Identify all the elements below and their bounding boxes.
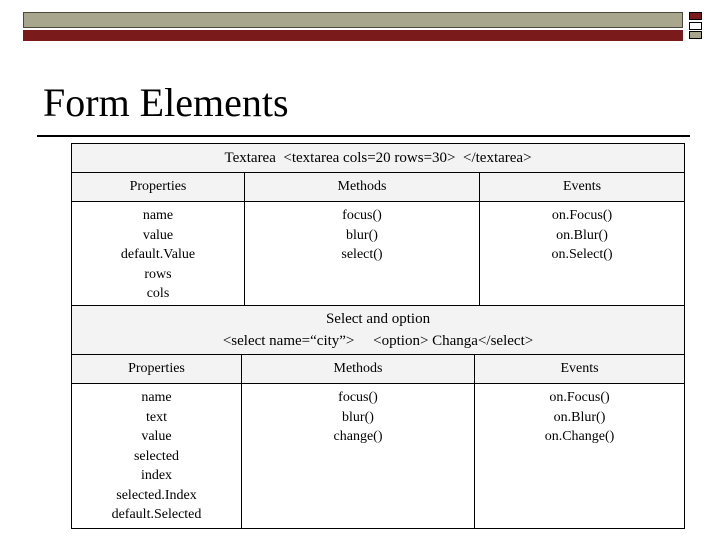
list-item: blur() — [342, 409, 374, 425]
col-header-events: Events — [480, 173, 685, 202]
list-item: name — [141, 390, 172, 405]
list-item: default.Selected — [111, 507, 202, 522]
col-header-methods: Methods — [242, 355, 475, 384]
title-underline — [37, 135, 690, 137]
list-item: on.Focus() — [551, 208, 613, 223]
slide-title: Form Elements — [43, 80, 289, 125]
select-events-cell — [475, 384, 685, 529]
select-header-line1: Select and option — [325, 311, 431, 327]
list-item: on.Blur() — [556, 227, 608, 243]
list-item: name — [142, 208, 174, 223]
list-item: selected — [133, 448, 180, 464]
list-item: blur() — [346, 227, 378, 243]
select-properties-cell — [72, 384, 242, 529]
list-item: index — [140, 468, 173, 483]
list-item: rows — [144, 266, 172, 282]
select-methods-cell — [242, 384, 475, 529]
list-item: default.Value — [120, 247, 196, 262]
list-item: select() — [341, 247, 383, 262]
textarea-methods-cell — [245, 202, 480, 309]
textarea-properties-cell — [72, 202, 245, 309]
select-table — [71, 305, 685, 529]
list-item: change() — [333, 429, 383, 444]
textarea-table — [71, 143, 685, 309]
list-item: on.Blur() — [553, 409, 606, 425]
list-item: value — [141, 429, 172, 444]
select-table-header — [72, 306, 685, 355]
col-header-properties: Properties — [72, 355, 242, 384]
list-item: focus() — [342, 208, 382, 223]
textarea-table-header: Textarea <textarea cols=20 rows=30> </textarea> — [72, 144, 685, 173]
col-header-methods: Methods — [245, 173, 480, 202]
list-item: on.Focus() — [549, 390, 610, 405]
textarea-events-cell — [480, 202, 685, 309]
select-header-line2: <select name=“city”> <option> Changa</select> — [222, 333, 534, 349]
list-item: focus() — [338, 390, 378, 405]
list-item: text — [146, 409, 167, 425]
list-item: value — [142, 227, 174, 243]
list-item: cols — [146, 286, 170, 301]
col-header-events: Events — [475, 355, 685, 384]
decor-square-olive — [689, 31, 702, 39]
list-item: on.Change() — [544, 429, 615, 444]
top-decor-bar-red — [23, 30, 683, 41]
col-header-properties: Properties — [72, 173, 245, 202]
decor-square-white — [689, 22, 702, 30]
top-decor-bar-olive — [23, 12, 683, 28]
list-item: on.Select() — [551, 247, 613, 262]
decor-square-red — [689, 12, 702, 20]
list-item: selected.Index — [116, 487, 197, 503]
